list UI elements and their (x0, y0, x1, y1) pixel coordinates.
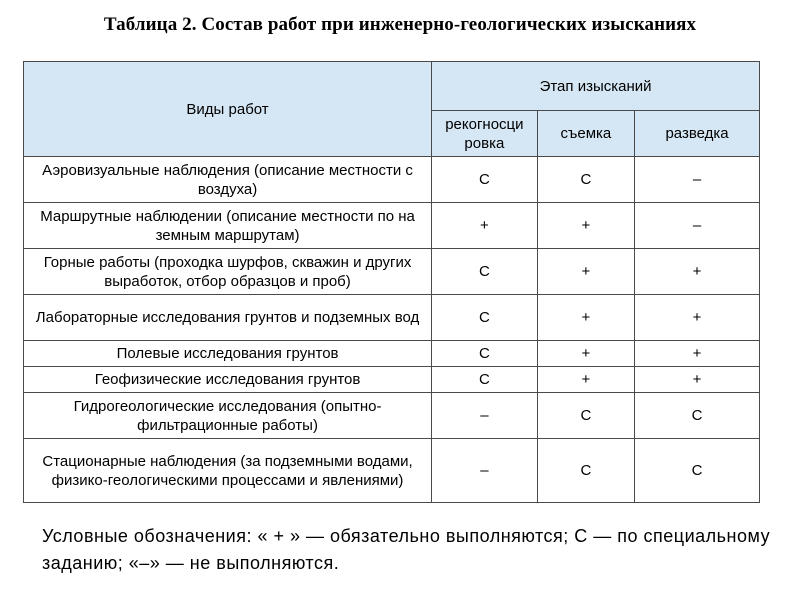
table-row (24, 203, 760, 249)
cell-exploration: + (635, 295, 760, 341)
cell-reconnaissance: – (432, 439, 538, 503)
table-row (24, 439, 760, 503)
row-work-name: Полевые исследования грунтов (24, 341, 432, 367)
cell-reconnaissance: С (432, 249, 538, 295)
row-work-name: Маршрутные наблюдении (описание местности по на земным маршрутам) (24, 203, 432, 249)
cell-survey: С (537, 439, 634, 503)
cell-survey: + (537, 203, 634, 249)
cell-exploration: – (635, 203, 760, 249)
cell-exploration: – (635, 157, 760, 203)
cell-survey: + (537, 367, 634, 393)
row-work-name: Аэровизуальные наблюдения (описание местности с воздуха) (24, 157, 432, 203)
cell-reconnaissance: С (432, 157, 538, 203)
cell-reconnaissance: С (432, 341, 538, 367)
cell-exploration: С (635, 439, 760, 503)
cell-exploration: + (635, 249, 760, 295)
header-stage-reconnaissance: рекогносци ровка (432, 111, 538, 157)
cell-survey: + (537, 341, 634, 367)
cell-exploration: + (635, 367, 760, 393)
row-work-name: Гидрогеологические исследования (опытно-фильтрационные работы) (24, 393, 432, 439)
table-row (24, 157, 760, 203)
header-stage-survey: съемка (537, 111, 634, 157)
cell-survey: + (537, 249, 634, 295)
cell-reconnaissance: + (432, 203, 538, 249)
cell-reconnaissance: – (432, 393, 538, 439)
header-stage: Этап изысканий (432, 62, 760, 111)
table-row (24, 295, 760, 341)
row-work-name: Лабораторные исследования грунтов и подземных вод (24, 295, 432, 341)
header-works: Виды работ (24, 62, 432, 157)
cell-survey: + (537, 295, 634, 341)
row-work-name: Горные работы (проходка шурфов, скважин и других выработок, отбор образцов и проб) (24, 249, 432, 295)
cell-survey: С (537, 157, 634, 203)
cell-exploration: С (635, 393, 760, 439)
row-work-name: Геофизические исследования грунтов (24, 367, 432, 393)
works-table (23, 61, 760, 503)
table-row (24, 249, 760, 295)
cell-reconnaissance: С (432, 367, 538, 393)
cell-survey: С (537, 393, 634, 439)
cell-reconnaissance: С (432, 295, 538, 341)
header-row (24, 62, 760, 111)
header-stage-exploration: разведка (635, 111, 760, 157)
table-row (24, 341, 760, 367)
cell-exploration: + (635, 341, 760, 367)
table-row (24, 367, 760, 393)
table-row (24, 393, 760, 439)
page-title: Таблица 2. Состав работ при инженерно-геологических изысканиях (103, 14, 697, 35)
legend-note: Условные обозначения: « + » — обязательно выполняются; С — по специальному заданию; «–» — не выполняются. (42, 526, 771, 573)
row-work-name: Стационарные наблюдения (за подземными водами, физико-геологическими процессами и явлениями) (24, 439, 432, 503)
